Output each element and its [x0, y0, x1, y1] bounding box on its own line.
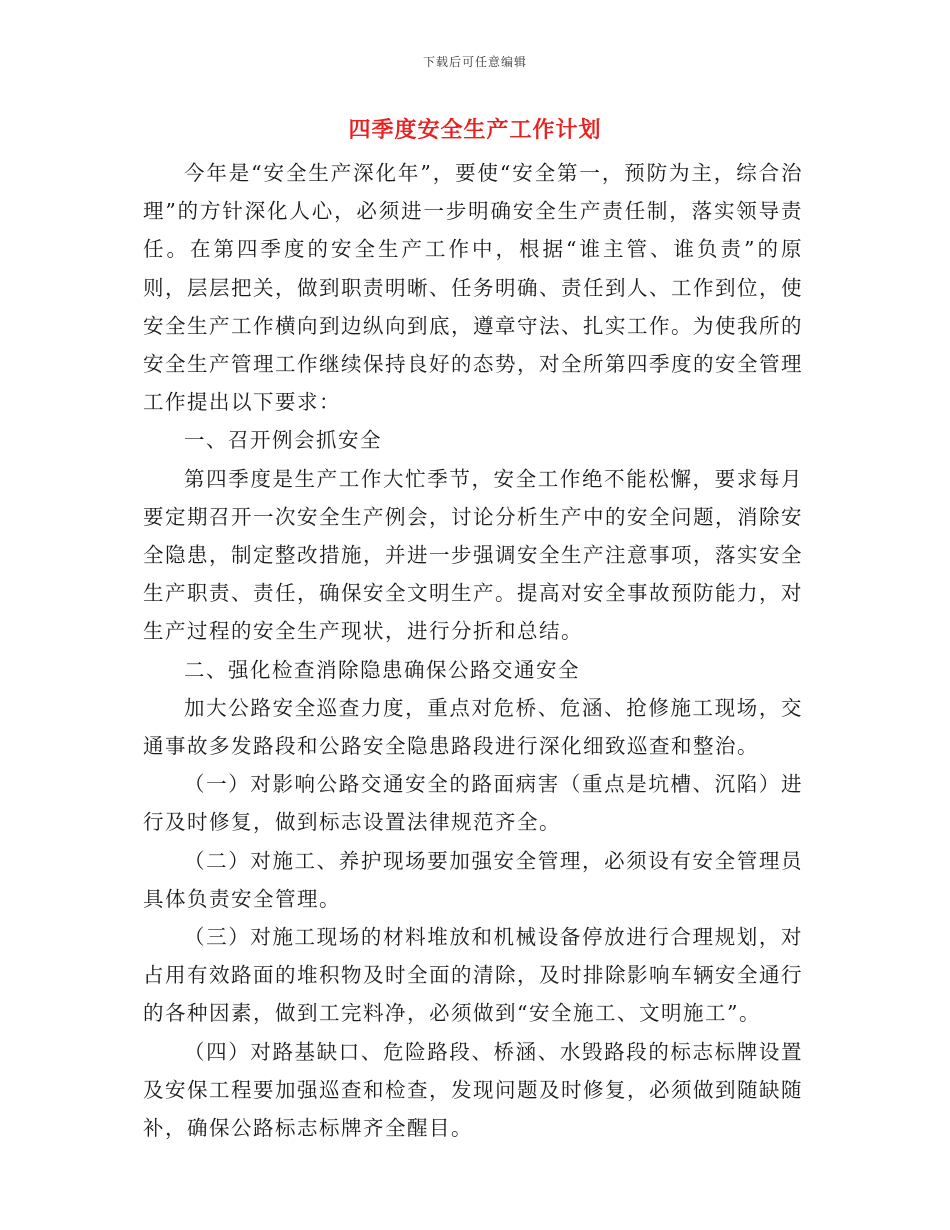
paragraph-section-2: 加大公路安全巡查力度，重点对危桥、危涵、抢修施工现场，交通事故多发路段和公路安全隐患路段进行深化细致巡查和整治。 [143, 695, 803, 759]
paragraph-section-1: 第四季度是生产工作大忙季节，安全工作绝不能松懈，要求每月要定期召开一次安全生产例会，讨论分析生产中的安全问题，消除安全隐患，制定整改措施，并进一步强调安全生产注意事项，落实安全生产职责、责任，确保安全文明生产。提高对安全事故预防能力，对生产过程的安全生产现状，进行分折和总结。 [143, 466, 803, 644]
list-item-1: （一）对影响公路交通安全的路面病害（重点是坑槽、沉陷）进行及时修复，做到标志设置法律规范齐全。 [143, 772, 803, 835]
section-heading-2: 二、强化检查消除隐患确保公路交通安全 [184, 657, 580, 682]
document-title: 四季度安全生产工作计划 [348, 117, 602, 143]
list-item-4: （四）对路基缺口、危险路段、桥涵、水毁路段的标志标牌设置及安保工程要加强巡查和检查，发现问题及时修复，必须做到随缺随补，确保公路标志标牌齐全醒目。 [143, 1039, 803, 1141]
section-heading-1: 一、召开例会抓安全 [184, 428, 382, 453]
document-body [143, 154, 803, 1147]
paragraph-intro: 今年是“安全生产深化年”，要使“安全第一，预防为主，综合治理”的方针深化人心，必须进一步明确安全生产责任制，落实领导责任。在第四季度的安全生产工作中，根据“谁主管、谁负责”的原则，层层把关，做到职责明晰、任务明确、责任到人、工作到位，使安全生产工作横向到边纵向到底，遵章守法、扎实工作。为使我所的安全生产管理工作继续保持良好的态势，对全所第四季度的安全管理工作提出以下要求： [143, 161, 803, 415]
page-header-note: 下载后可任意编辑 [422, 55, 527, 69]
list-item-3: （三）对施工现场的材料堆放和机械设备停放进行合理规划，对占用有效路面的堆积物及时全面的清除，及时排除影响车辆安全通行的各种因素，做到工完料净，必须做到“安全施工、文明施工”。 [143, 925, 803, 1026]
list-item-2: （二）对施工、养护现场要加强安全管理，必须设有安全管理员具体负责安全管理。 [143, 848, 803, 911]
